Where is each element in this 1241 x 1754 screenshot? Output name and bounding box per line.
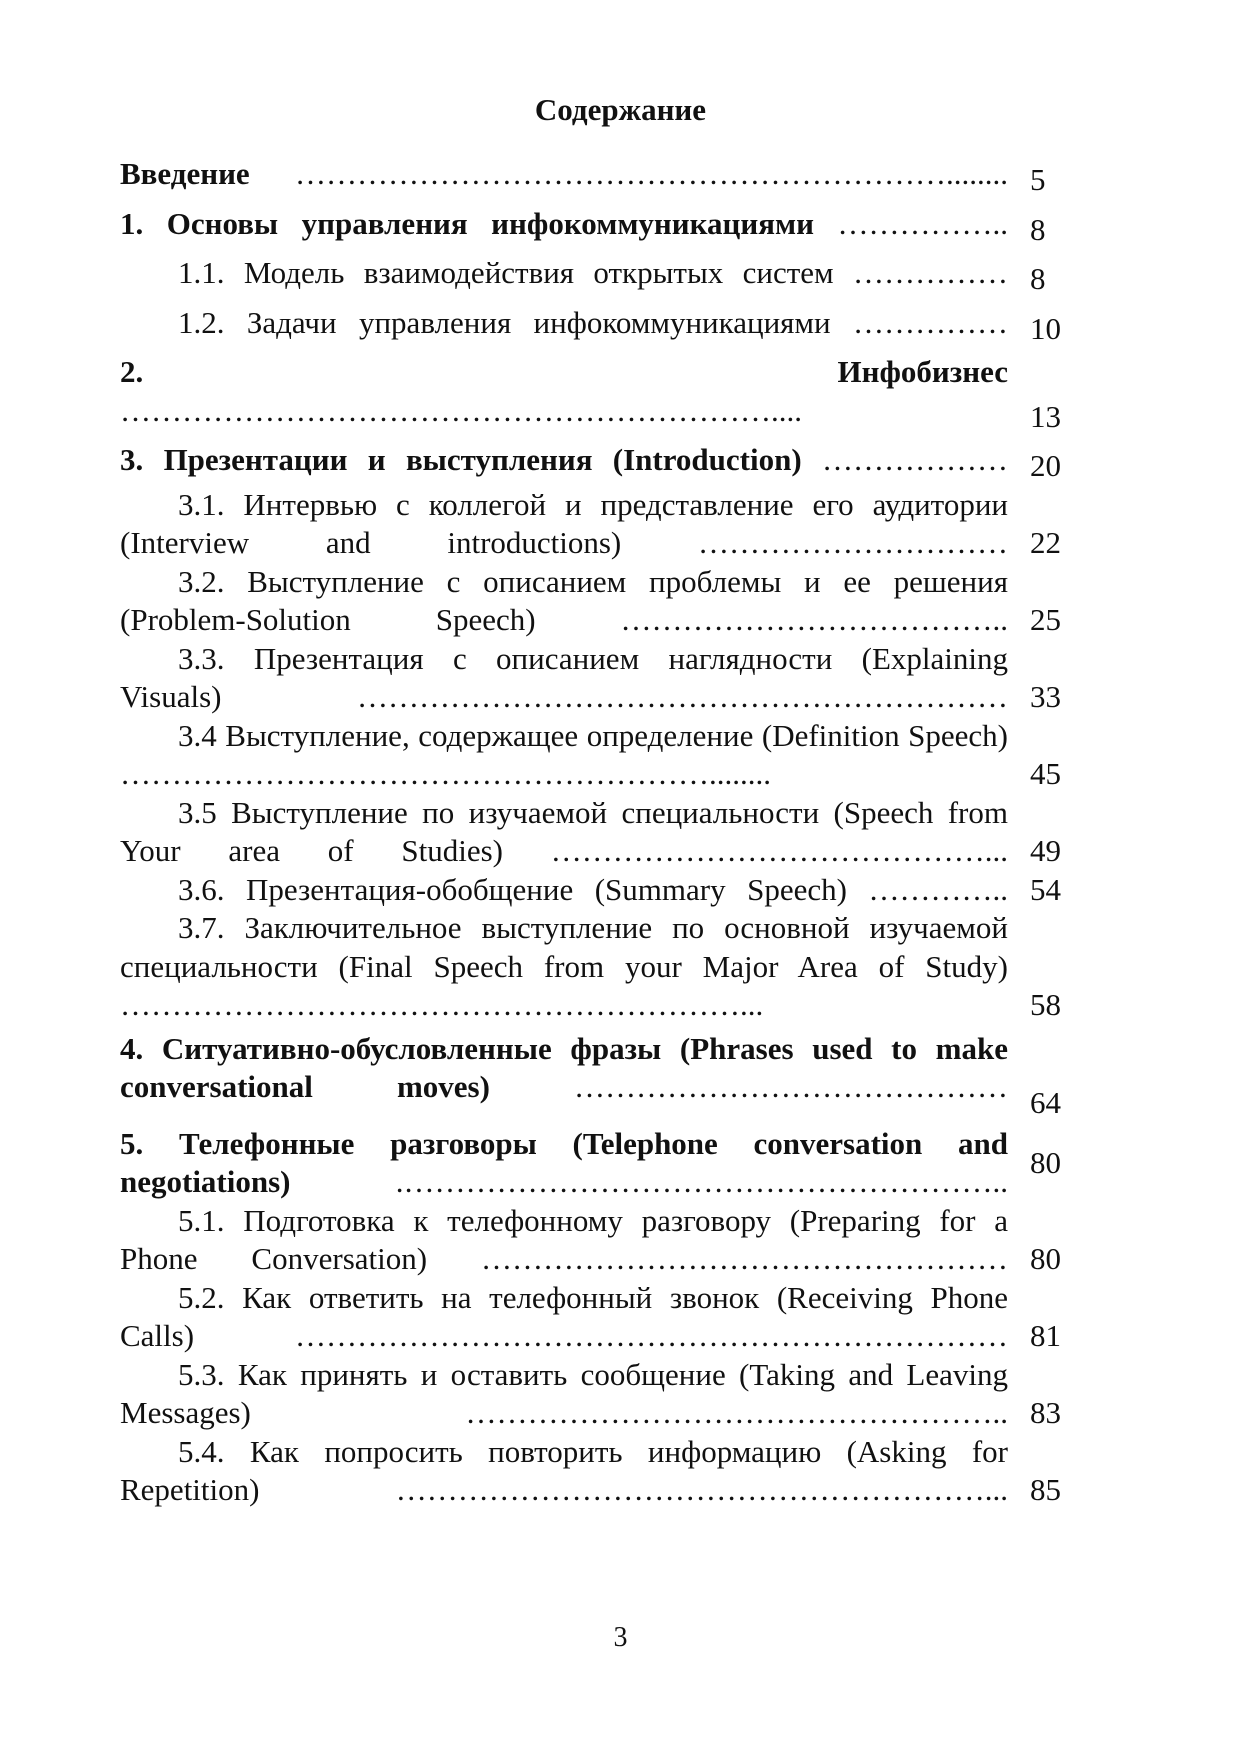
toc-page-number: 45 — [1030, 756, 1061, 791]
toc-entry-text — [120, 441, 1008, 480]
toc-leader-dots: ………….. — [846, 871, 1008, 907]
toc-entry-label: 5. Телефонные разговоры (Telephone conversation and negotiations) — [120, 1125, 1008, 1199]
toc-page-number: 85 — [1030, 1472, 1061, 1507]
toc-entry-text — [120, 909, 1008, 1025]
toc-entry[interactable] — [120, 563, 1080, 640]
toc-entry[interactable] — [120, 1025, 1080, 1120]
toc-entry-text — [120, 1202, 1008, 1279]
toc-entry-label: 5.4. Как попросить повторить информацию (Asking for Repetition) — [120, 1433, 1008, 1507]
toc-leader-dots: ………………………………………………………........ — [249, 156, 1008, 191]
toc-entry[interactable] — [120, 717, 1080, 794]
toc-entry-label: 3.4 Выступление, содержащее определение (Definition Speech) — [178, 717, 1008, 753]
toc-page-number: 80 — [1030, 1241, 1061, 1276]
toc-page-number: 54 — [1030, 871, 1061, 907]
toc-leader-dots: .………………………………………………….. — [290, 1164, 1008, 1199]
toc-entry-text — [120, 794, 1008, 871]
toc-entry[interactable] — [120, 249, 1080, 299]
toc-entry[interactable] — [120, 1433, 1080, 1510]
toc-entry-text — [120, 1433, 1008, 1510]
toc-entry[interactable] — [120, 1125, 1080, 1202]
toc-entry-label: 4. Ситуативно-обусловленные фразы (Phrases used to make conversational moves) — [120, 1030, 1008, 1104]
toc-entry-label: 5.3. Как принять и оставить сообщение (Taking and Leaving Messages) — [120, 1356, 1008, 1430]
toc-page-number: 81 — [1030, 1318, 1061, 1353]
toc-leader-dots: …………… — [833, 255, 1009, 290]
toc-entry[interactable] — [120, 486, 1080, 563]
toc-page-number: 8 — [1030, 211, 1046, 247]
toc-entry[interactable] — [120, 640, 1080, 717]
toc-page-number: 33 — [1030, 679, 1061, 714]
toc-entry-label: 3. Презентации и выступления (Introduction) — [120, 442, 802, 477]
toc-page-number: 22 — [1030, 525, 1061, 560]
toc-entry-label: 1.2. Задачи управления инфокоммуникациями — [178, 304, 831, 340]
toc-entry-label: 2. Инфобизнес — [120, 354, 1008, 389]
toc-leader-dots: ……………………………………………………… — [221, 679, 1008, 714]
toc-page-number: 58 — [1030, 987, 1061, 1022]
toc-entry[interactable] — [120, 794, 1080, 871]
toc-page-number: 5 — [1030, 162, 1046, 197]
toc-page-number: 13 — [1030, 398, 1061, 434]
toc-page-number: 20 — [1030, 448, 1061, 483]
toc-leader-dots: …………………………………………………... — [259, 1472, 1008, 1507]
toc-entry[interactable] — [120, 871, 1080, 910]
toc-entry[interactable] — [120, 348, 1080, 436]
toc-leader-dots: ……………………………….. — [535, 602, 1008, 637]
toc-entry-text — [120, 717, 1008, 794]
toc-leader-dots: ………………………… — [621, 525, 1009, 560]
toc-leader-dots: …………………………………… — [489, 1069, 1008, 1104]
toc-leader-dots: ……………………………………... — [502, 833, 1008, 868]
toc-page-number: 49 — [1030, 833, 1061, 868]
toc-entry-text — [120, 254, 1008, 293]
page-number: 3 — [613, 1622, 628, 1653]
toc-page-number: 10 — [1030, 310, 1061, 346]
toc-entry[interactable] — [120, 909, 1080, 1025]
toc-entry[interactable] — [120, 299, 1080, 349]
toc-entry-text — [120, 1356, 1008, 1433]
toc-entry-text — [120, 563, 1008, 640]
toc-leader-dots: ……………… — [801, 442, 1009, 477]
toc-entry-label: Введение — [120, 156, 250, 191]
toc-leader-dots: …………………………………………………………… — [194, 1318, 1008, 1353]
toc-leader-dots: ……………………………………………………... — [120, 987, 764, 1022]
toc-entry-text — [120, 486, 1008, 563]
toc-entry-label: 3.1. Интервью с коллегой и представление его аудитории (Interview and introductions) — [120, 486, 1008, 560]
toc-entry-text — [120, 353, 1008, 430]
toc-page-number: 83 — [1030, 1395, 1061, 1430]
toc-entry-label: 5.1. Подготовка к телефонному разговору (Preparing for a Phone Conversation) — [120, 1202, 1008, 1276]
toc-entry[interactable] — [120, 150, 1080, 200]
toc-entry-label: 5.2. Как ответить на телефонный звонок (Receiving Phone Calls) — [120, 1279, 1008, 1353]
toc-leader-dots: ……………………………………………………….... — [120, 392, 802, 428]
toc-page-number: 64 — [1030, 1085, 1061, 1120]
toc-entry[interactable] — [120, 1279, 1080, 1356]
toc-entry-label: 3.5 Выступление по изучаемой специальности (Speech from Your area of Studies) — [120, 794, 1008, 868]
toc-entry-text — [120, 304, 1008, 343]
toc-leader-dots: …………… — [830, 304, 1008, 340]
toc-entry-label: 3.6. Презентация-обобщение (Summary Speech) — [178, 871, 847, 907]
toc-entry[interactable] — [120, 1356, 1080, 1433]
toc-entry-label: 1. Основы управления инфокоммуникациями — [120, 205, 815, 241]
toc-leader-dots: …………….. — [814, 205, 1009, 241]
toc-page-number: 8 — [1030, 261, 1046, 296]
table-of-contents — [120, 150, 1080, 1510]
toc-leader-dots: …………………………………………………........ — [120, 756, 771, 791]
toc-entry-label: 1.1. Модель взаимодействия открытых систем — [178, 255, 834, 290]
toc-entry-text — [120, 205, 1008, 244]
toc-leader-dots: …………………………………………… — [427, 1241, 1008, 1276]
toc-page-number: 80 — [1030, 1144, 1061, 1180]
toc-entry-text — [120, 1030, 1008, 1107]
toc-entry[interactable] — [120, 436, 1080, 486]
toc-entry[interactable] — [120, 200, 1080, 250]
toc-leader-dots: …………………………………………….. — [250, 1395, 1008, 1430]
toc-entry[interactable] — [120, 1202, 1080, 1279]
page-title: Содержание — [534, 92, 707, 127]
toc-entry-label: 3.7. Заключительное выступление по основной изучаемой специальности (Final Speech from your Major Area of Study) — [120, 910, 1008, 984]
toc-entry-text — [120, 871, 1008, 910]
toc-entry-text — [120, 640, 1008, 717]
toc-entry-label: 3.2. Выступление с описанием проблемы и ее решения (Problem-Solution Speech) — [120, 563, 1008, 637]
toc-entry-text — [120, 1279, 1008, 1356]
toc-entry-label: 3.3. Презентация с описанием наглядности (Explaining Visuals) — [120, 640, 1008, 714]
toc-page-number: 25 — [1030, 602, 1061, 637]
toc-entry-text — [120, 1125, 1008, 1202]
toc-entry-text — [120, 155, 1008, 194]
